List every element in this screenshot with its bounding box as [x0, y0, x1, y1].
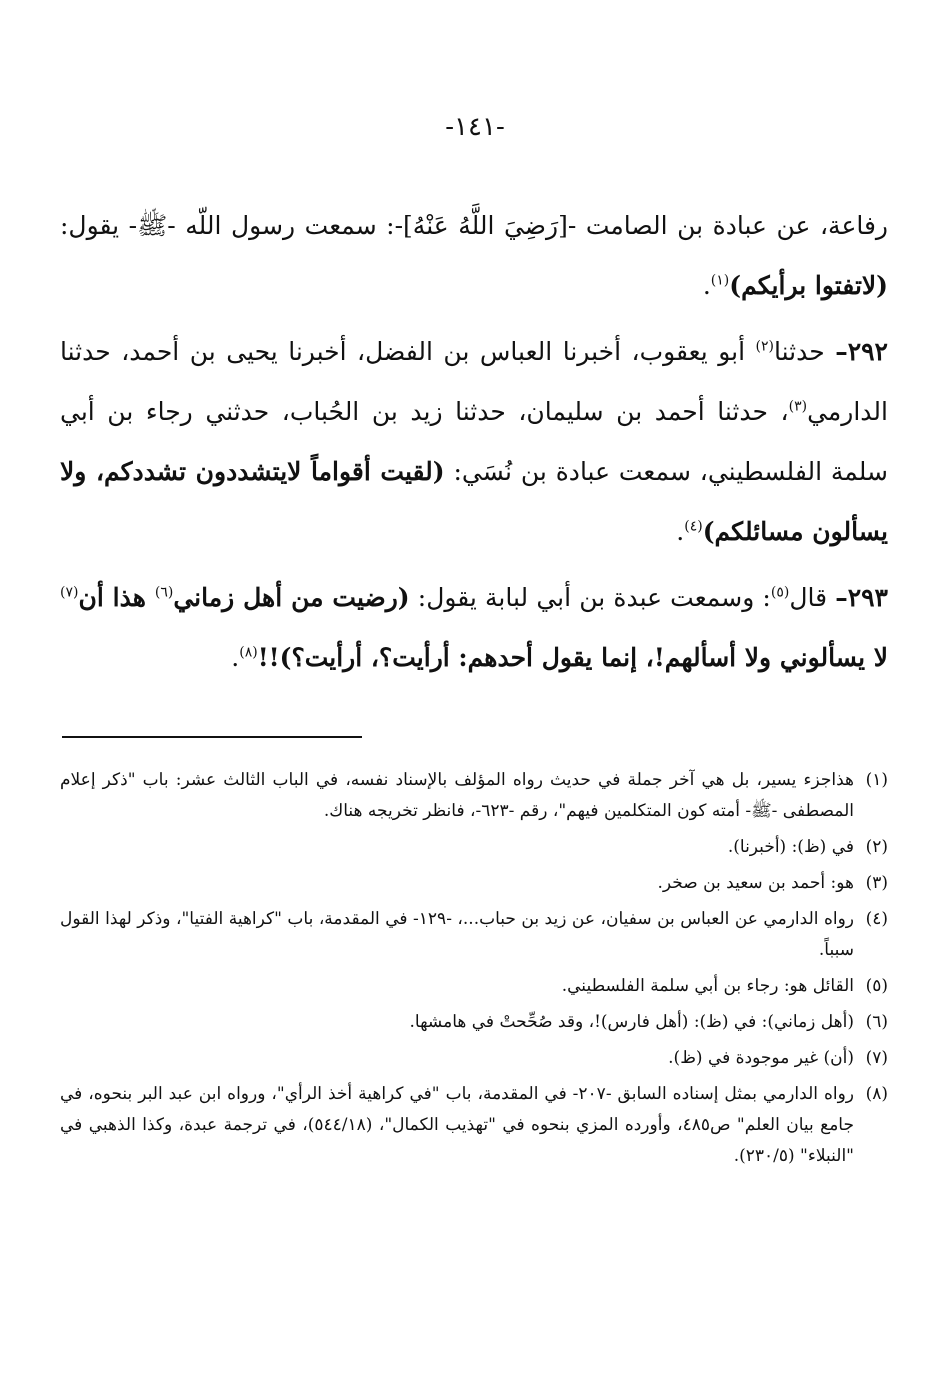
text-segment: : وسمعت عبدة بن أبي لبابة يقول: [409, 583, 771, 612]
footnote-text: هو: أحمد بن سعيد بن صخر. [657, 873, 854, 893]
footnote [60, 1007, 888, 1038]
footnote-ref[interactable]: (٤) [684, 518, 703, 535]
footnote [60, 971, 888, 1002]
main-text [60, 196, 888, 694]
page-number: -١٤١- [445, 112, 505, 142]
text-segment: رفاعة، عن عبادة بن الصامت -[رَضِيَ اللَّهُ عَنْهُ]-: سمعت رسول اللّه -ﷺ- يقول: [60, 211, 888, 240]
footnote-ref[interactable]: (٥) [770, 584, 790, 601]
footnote [60, 1079, 888, 1172]
footnote-text: القائل هو: رجاء بن أبي سلمة الفلسطيني. [561, 976, 854, 996]
footnote-text: هذاجزء يسير، بل هي آخر جملة في حديث رواه المؤلف بالإسناد نفسه، في الباب الثالث عشر: باب "ذكر إعلام المصطفى -ﷺ- أمته كون المتكلمين فيهم"، رقم -٦٢٣-، فانظر تخريجه هناك. [60, 770, 854, 821]
text-segment: أبو يعقوب، أخبرنا العباس بن الفضل، أخبرنا يحيى بن أحمد، حدثنا الدارمي [60, 337, 888, 426]
footnote [60, 904, 888, 966]
quoted-text: (لقيت أقواماً لايتشددون تشددكم، ولا يسألون مسائلكم) [60, 457, 888, 546]
footnote-number: (٦) [865, 1012, 888, 1032]
text-segment: ، حدثنا أحمد بن سليمان، حدثنا زيد بن الحُباب، حدثني رجاء بن أبي سلمة الفلسطيني، سمعت عبادة بن نُسَي: [60, 397, 888, 486]
quoted-text: لا يسألوني ولا أسألهم!، إنما يقول أحدهم: أرأيت؟، أرأيت؟)!! [257, 643, 888, 672]
footnotes [60, 765, 888, 1177]
text-segment: قال [789, 583, 836, 612]
quoted-text: هذا أن [78, 583, 155, 612]
text-segment: حدثنا [774, 337, 836, 366]
footnote [60, 868, 888, 899]
footnote-separator [62, 736, 362, 738]
footnote-text: في (ظ): (أخبرنا). [727, 837, 854, 857]
footnote-number: (١) [865, 770, 888, 790]
quoted-text: (لاتفتوا برأيكم) [729, 271, 888, 300]
footnote-ref[interactable]: (١) [710, 272, 730, 289]
footnote-number: (٧) [865, 1048, 888, 1068]
quoted-text: (رضيت من أهل زماني [173, 583, 410, 612]
footnote [60, 765, 888, 827]
text-segment: . [231, 643, 240, 672]
footnote-number: (٢) [865, 837, 888, 857]
footnote-ref[interactable]: (٨) [239, 644, 258, 661]
footnote [60, 832, 888, 863]
text-segment: . [702, 271, 711, 300]
footnote-text: رواه الدارمي عن العباس بن سفيان، عن زيد بن حباب...، -١٢٩- في المقدمة، باب "كراهية الفتيا"، وذكر لهذا القول سبباً. [60, 909, 854, 960]
footnote [60, 1043, 888, 1074]
text-segment: . [676, 517, 685, 546]
footnote-text: (أن) غير موجودة في (ظ). [668, 1048, 854, 1068]
hadith-number: ٢٩٢– [835, 337, 888, 366]
hadith-number: ٢٩٣– [835, 583, 888, 612]
footnote-number: (٨) [865, 1084, 888, 1104]
footnote-number: (٣) [865, 873, 888, 893]
footnote-text: (أهل زماني): في (ظ): (أهل فارس)!، وقد صُحِّحتْ في هامشها. [409, 1012, 854, 1032]
paragraph [60, 322, 888, 562]
paragraph [60, 196, 888, 316]
paragraph [60, 568, 888, 688]
footnote-ref[interactable]: (٣) [788, 398, 808, 415]
footnote-number: (٤) [865, 909, 888, 929]
footnote-text: رواه الدارمي بمثل إسناده السابق -٢٠٧- في المقدمة، باب "في كراهية أخذ الرأي"، ورواه ابن عبد البر بنحوه، في جامع بيان العلم" ص٤٨٥، وأورده المزي بنحوه في "تهذيب الكمال"، (٥٤٤/١٨)، في ترجمة عبدة، وكذا الذهبي في "النبلاء" (٢٣٠/٥). [60, 1084, 854, 1166]
footnote-number: (٥) [865, 976, 888, 996]
footnote-ref[interactable]: (٢) [755, 338, 774, 355]
footnote-ref[interactable]: (٧) [60, 584, 79, 601]
footnote-ref[interactable]: (٦) [154, 584, 174, 601]
